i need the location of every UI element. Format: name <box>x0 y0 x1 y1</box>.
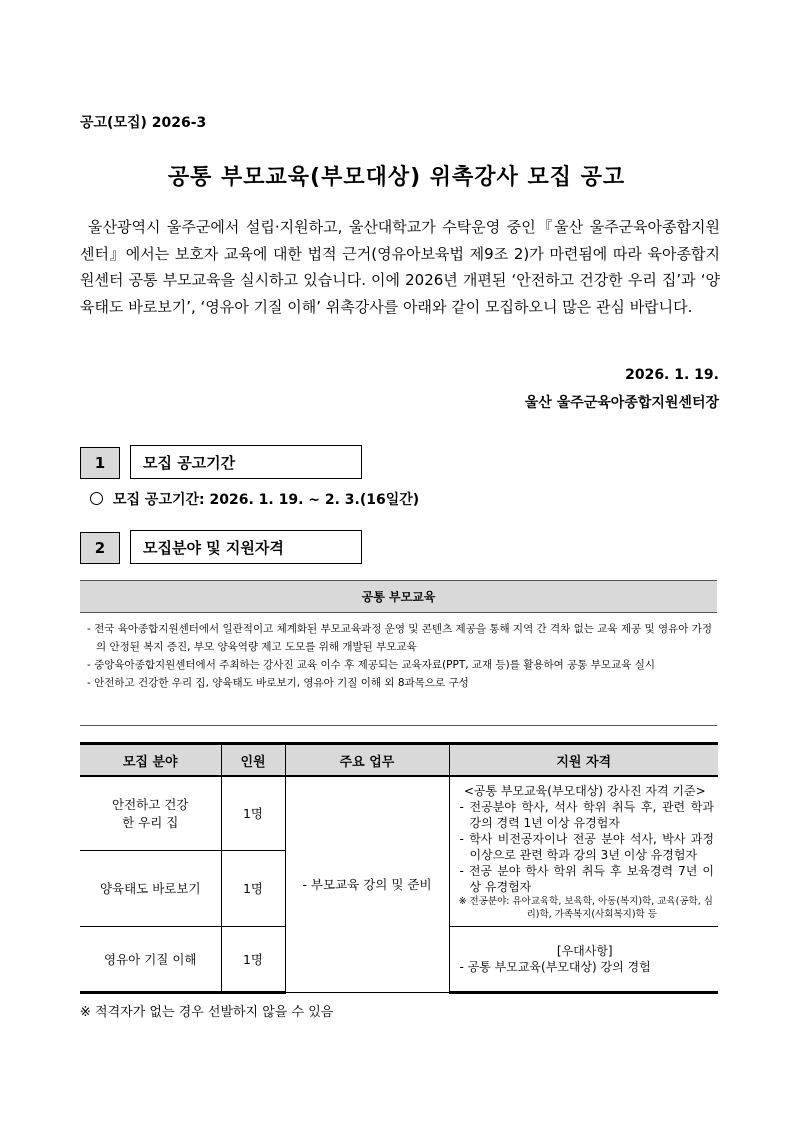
recruitment-table <box>80 742 718 994</box>
qualification-title: <공통 부모교육(부모대상) 강사진 자격 기준> <box>463 784 706 799</box>
page-title: 공통 부모교육(부모대상) 위촉강사 모집 공고 <box>167 165 626 190</box>
qualification-item: - 학사 비전공자이나 전공 분야 석사, 박사 과정 이상으로 관련 학과 강의 3년 이상 유경험자 <box>459 832 714 863</box>
count-cell: 1명 <box>221 776 285 850</box>
footnote: ※ 적격자가 없는 경우 선발하지 않을 수 있음 <box>80 1005 334 1020</box>
section-2-title: 모집분야 및 지원자격 <box>130 530 362 564</box>
qualification-item: - 전공분야 학사, 석사 학위 취득 후, 관련 학과 강의 경력 1년 이상 유경험자 <box>459 800 714 831</box>
section-1-number: 1 <box>80 447 120 479</box>
preference-title: [우대사항] <box>556 944 613 958</box>
program-description <box>80 620 717 692</box>
recruitment-period <box>90 489 419 509</box>
notice-number: 공고(모집) 2026-3 <box>80 115 207 131</box>
qualification-item: - 전공 분야 학사 학위 취득 후 보육경력 7년 이상 유경험자 <box>459 864 714 895</box>
program-box-title: 공통 부모교육 <box>80 580 717 613</box>
list-item: - 안전하고 건강한 우리 집, 양육태도 바로보기, 영유아 기질 이해 외 8과목으로 구성 <box>87 677 469 689</box>
list-item: - 중앙육아종합지원센터에서 주최하는 강사진 교육 이수 후 제공되는 교육자료(PPT, 교재 등)를 활용하여 공통 부모교육 실시 <box>87 659 655 671</box>
organization-name: 울산 울주군육아종합지원센터장 <box>524 395 719 411</box>
intro-paragraph <box>80 214 720 320</box>
list-item: - 전국 육아종합지원센터에서 일관적이고 체계화된 부모교육과정 운영 및 콘텐츠 제공을 통해 지역 간 격차 없는 교육 제공 및 영유아 가정의 안정된 복지 증진, 부모 양육역량 제고 도모를 위해 개발된 부모교육 <box>87 623 713 653</box>
duty-cell: - 부모교육 강의 및 준비 <box>285 776 449 992</box>
header-qualification: 지원 자격 <box>449 744 718 777</box>
major-note: ※ 전공분야: 유아교육학, 보육학, 아동(복지)학, 교육(공학, 심리)학, 가족복지(사회복지)학 등 <box>458 896 713 921</box>
intro-text: 울산광역시 울주군에서 설립·지원하고, 울산대학교가 수탁운영 중인『울산 울주군육아종합지원센터』에서는 보호자 교육에 대한 법적 근거(영유아보육법 제9조 2)가 마련됨에 따라 육아종합지원센터 공통 부모교육을 실시하고 있습니다. 이에 2026년 개편된 ‘안전하고 건강한 우리 집’과 ‘양육태도 바로보기’, ‘영유아 기질 이해’ 위촉강사를 아래와 같이 모집하오니 많은 관심 바랍니다. <box>80 218 720 316</box>
count-cell: 1명 <box>221 850 285 926</box>
table-header-row <box>80 744 718 777</box>
period-text: 모집 공고기간: 2026. 1. 19. ~ 2. 3.(16일간) <box>113 492 420 508</box>
divider <box>80 725 717 726</box>
count-cell: 1명 <box>221 926 285 992</box>
header-count: 인원 <box>221 744 285 777</box>
section-2-number: 2 <box>80 532 120 564</box>
preference-cell <box>449 926 718 992</box>
preference-item: - 공통 부모교육(부모대상) 강의 경험 <box>459 960 651 974</box>
announcement-date: 2026. 1. 19. <box>625 367 719 383</box>
header-duty: 주요 업무 <box>285 744 449 777</box>
field-cell: 양육태도 바로보기 <box>80 850 221 926</box>
section-1-title: 모집 공고기간 <box>130 445 362 479</box>
table-row <box>80 776 718 850</box>
header-field: 모집 분야 <box>80 744 221 777</box>
field-cell: 영유아 기질 이해 <box>80 926 221 992</box>
circle-bullet-icon <box>90 492 103 505</box>
field-cell: 안전하고 건강한 우리 집 <box>80 776 221 850</box>
qualification-cell <box>449 776 718 926</box>
